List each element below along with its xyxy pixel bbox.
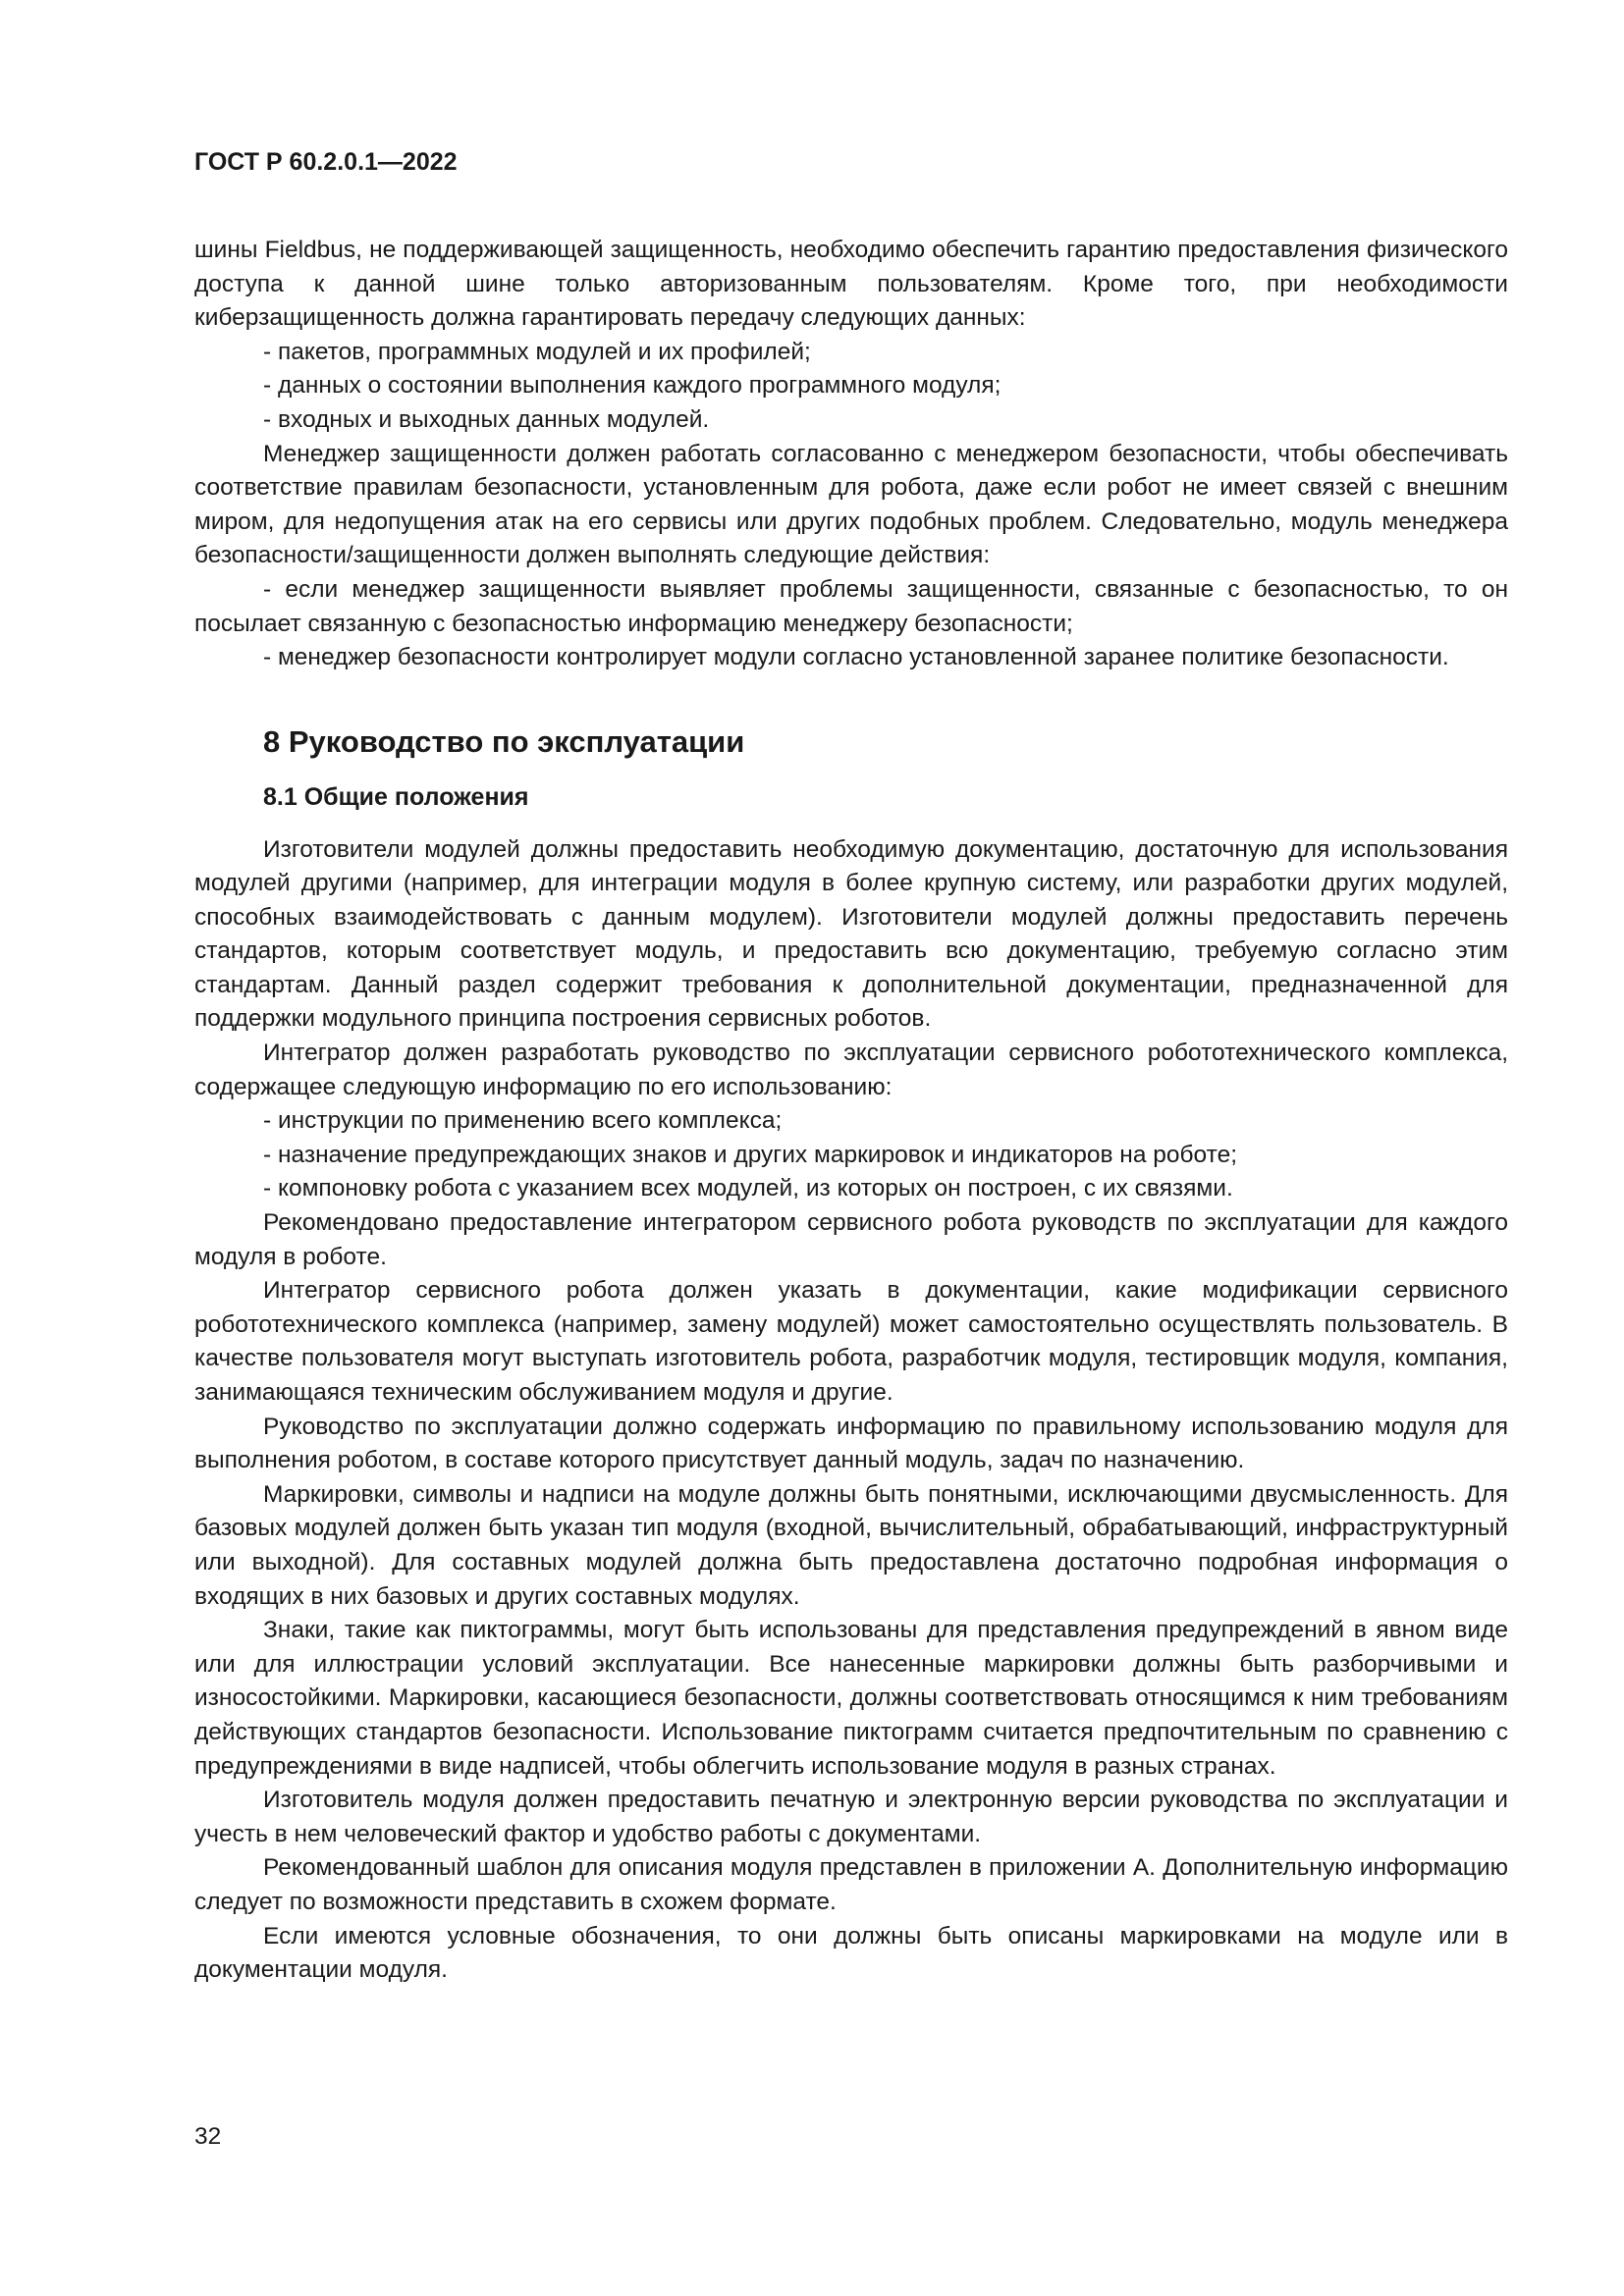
list-item: - данных о состоянии выполнения каждого программного модуля;: [263, 372, 1001, 400]
intro-text-block: [194, 234, 1508, 675]
list-item: - назначение предупреждающих знаков и других маркировок и индикаторов на роботе;: [263, 1141, 1238, 1168]
list-item: - компоновку робота с указанием всех модулей, из которых он построен, с их связями.: [263, 1175, 1233, 1202]
paragraph: Если имеются условные обозначения, то они должны быть описаны маркировками на модуле или в документации модуля.: [194, 1922, 1508, 1984]
paragraph: Маркировки, символы и надписи на модуле должны быть понятными, исключающими двусмысленность. Для базовых модулей должен быть указан тип модуля (входной, вычислительный, обрабатывающий, инфраструктурный или выходной). Для составных модулей должна быть предоставлена достаточно подробная информация о входящих в них базовых и других составных модулях.: [194, 1480, 1508, 1610]
paragraph: Интегратор должен разработать руководство по эксплуатации сервисного робототехнического комплекса, содержащее следующую информацию по его использованию:: [194, 1040, 1508, 1100]
paragraph: Знаки, такие как пиктограммы, могут быть использованы для представления предупреждений в явном виде или для иллюстрации условий эксплуатации. Все нанесенные маркировки должны быть разборчивыми и износостойкими. Маркировки, касающиеся безопасности, должны соответствовать относящимся к ним требованиям действующих стандартов безопасности. Использование пиктограмм считается предпочтительным по сравнению с предупреждениями в виде надписей, чтобы облегчить использование модуля в разных странах.: [194, 1617, 1508, 1780]
list-item: - пакетов, программных модулей и их профилей;: [263, 338, 811, 365]
list-item: - входных и выходных данных модулей.: [263, 405, 710, 433]
paragraph-continued: шины Fieldbus, не поддерживающей защищенность, необходимо обеспечить гарантию предоставления физического доступа к данной шине только авторизованным пользователям. Кроме того, при необходимости киберзащищенность должна гарантировать передачу следующих данных:: [194, 237, 1508, 332]
paragraph: Менеджер защищенности должен работать согласованно с менеджером безопасности, чтобы обеспечивать соответствие правилам безопасности, установленным для робота, даже если робот не имеет связей с внешним миром, для недопущения атак на его сервисы или других подобных проблем. Следовательно, модуль менеджера безопасности/защищенности должен выполнять следующие действия:: [194, 440, 1508, 569]
section-heading: 8 Руководство по эксплуатации: [263, 723, 745, 759]
list-item: - менеджер безопасности контролирует модули согласно установленной заранее политике безопасности.: [263, 644, 1449, 671]
document-page: [194, 147, 1508, 1988]
paragraph: Изготовитель модуля должен предоставить печатную и электронную версии руководства по эксплуатации и учесть в нем человеческий фактор и удобство работы с документами.: [194, 1787, 1508, 1847]
paragraph: Рекомендовано предоставление интегратором сервисного робота руководств по эксплуатации для каждого модуля в роботе.: [194, 1209, 1508, 1270]
subsection-heading: 8.1 Общие положения: [263, 783, 529, 812]
paragraph: Интегратор сервисного робота должен указать в документации, какие модификации сервисного робототехнического комплекса (например, замену модулей) может самостоятельно осуществлять пользователь. В качестве пользователя могут выступать изготовитель робота, разработчик модуля, тестировщик модуля, компания, занимающаяся техническим обслуживанием модуля и другие.: [194, 1277, 1508, 1407]
paragraph: Рекомендованный шаблон для описания модуля представлен в приложении А. Дополнительную информацию следует по возможности представить в схожем формате.: [194, 1854, 1508, 1915]
subsection-text-block: [194, 833, 1508, 1988]
paragraph: Изготовители модулей должны предоставить необходимую документацию, достаточную для использования модулей другими (например, для интеграции модуля в более крупную систему, или разработки других модулей, способных взаимодействовать с данным модулем). Изготовители модулей должны предоставить перечень стандартов, которым соответствует модуль, и предоставить всю документацию, требуемую согласно этим стандартам. Данный раздел содержит требования к дополнительной документации, предназначенной для поддержки модульного принципа построения сервисных роботов.: [194, 835, 1508, 1033]
list-item: - если менеджер защищенности выявляет проблемы защищенности, связанные с безопасностью, то он посылает связанную с безопасностью информацию менеджеру безопасности;: [194, 575, 1508, 637]
document-code-header: ГОСТ Р 60.2.0.1—2022: [194, 148, 458, 176]
list-item: - инструкции по применению всего комплекса;: [263, 1107, 783, 1135]
page-number: 32: [194, 2123, 222, 2150]
paragraph: Руководство по эксплуатации должно содержать информацию по правильному использованию модуля для выполнения роботом, в составе которого присутствует данный модуль, задач по назначению.: [194, 1413, 1508, 1474]
